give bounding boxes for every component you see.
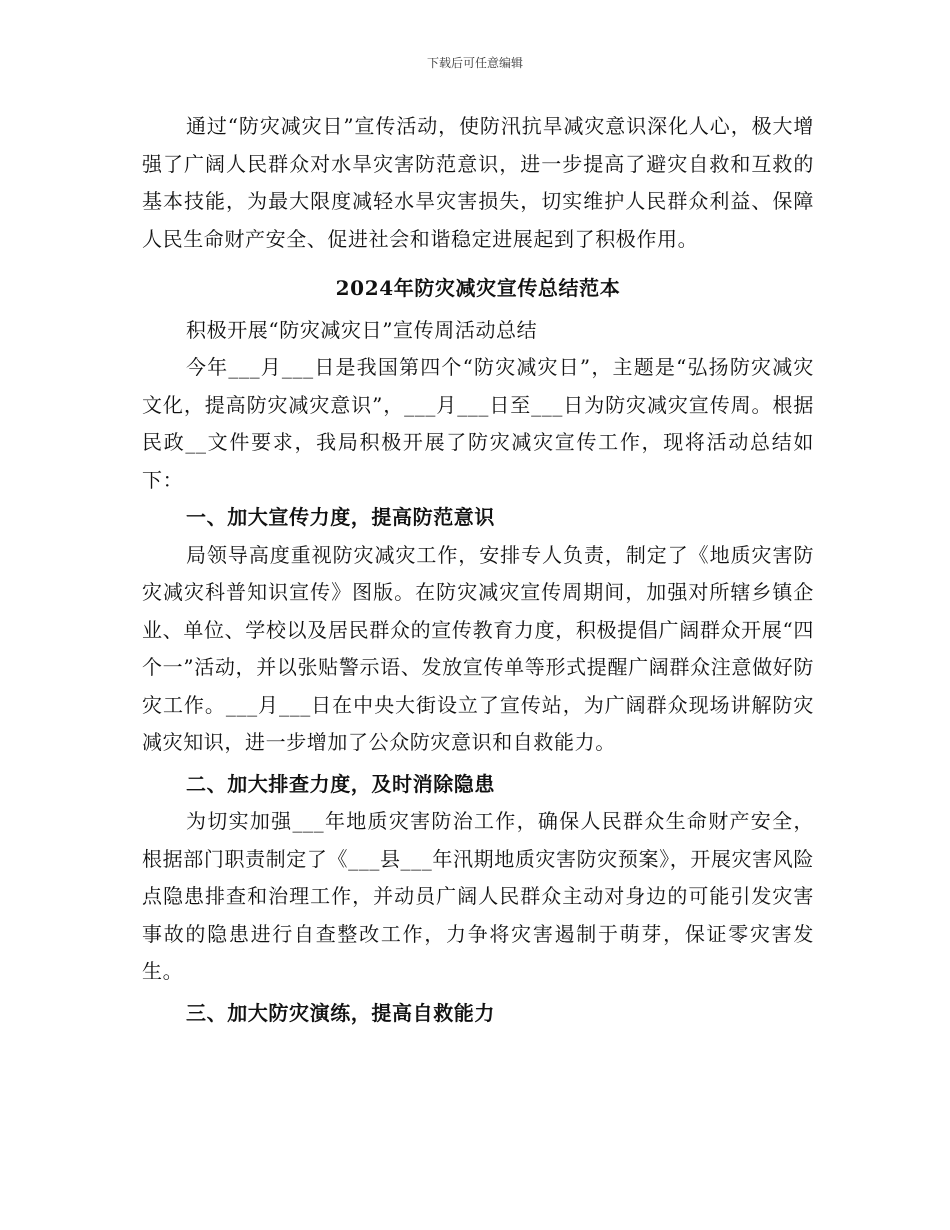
document-subtitle: 积极开展“防灾减灾日”宣传周活动总结 xyxy=(186,317,538,342)
section-heading-3: 三、加大防灾演练，提高自救能力 xyxy=(186,1000,495,1025)
section-paragraph-1: 局领导高度重视防灾减灾工作，安排专人负责，制定了《地质灾害防灾减灾科普知识宣传》图版。在防灾减灾宣传周期间，加强对所辖乡镇企业、单位、学校以及居民群众的宣传教育力度，积极提倡广阔群众开展“四个一”活动，并以张贴警示语、发放宣传单等形式提醒广阔群众注意做好防灾工作。___月___日在中央大街设立了宣传站，为广阔群众现场讲解防灾减灾知识，进一步增加了公众防灾意识和自救能力。 xyxy=(142,542,814,754)
section-heading-1: 一、加大宣传力度，提高防范意识 xyxy=(186,505,495,529)
document-body xyxy=(142,108,814,1032)
document-title: 2024年防灾减灾宣传总结范本 xyxy=(335,276,621,300)
opening-paragraph: 今年___月___日是我国第四个“防灾减灾日”，主题是“弘扬防灾减灾文化，提高防灾减灾意识”，___月___日至___日为防灾减灾宣传周。根据民政__文件要求，我局积极开展了防灾减灾宣传工作，现将活动总结如下： xyxy=(142,355,814,492)
section-heading-2: 二、加大排查力度，及时消除隐患 xyxy=(186,771,495,796)
intro-paragraph: 通过“防灾减灾日”宣传活动，使防汛抗旱减灾意识深化人心，极大增强了广阔人民群众对水旱灾害防范意识，进一步提高了避灾自救和互救的基本技能，为最大限度减轻水旱灾害损失，切实维护人民群众利益、保障人民生命财产安全、促进社会和谐稳定进展起到了积极作用。 xyxy=(142,114,814,251)
section-paragraph-2: 为切实加强___年地质灾害防治工作，确保人民群众生命财产安全，根据部门职责制定了《___县___年汛期地质灾害防灾预案》，开展灾害风险点隐患排查和治理工作，并动员广阔人民群众主动对身边的可能引发灾害事故的隐患进行自查整改工作，力争将灾害遏制于萌芽，保证零灾害发生。 xyxy=(142,809,814,983)
page-header-note: 下载后可任意编辑 xyxy=(426,56,523,70)
